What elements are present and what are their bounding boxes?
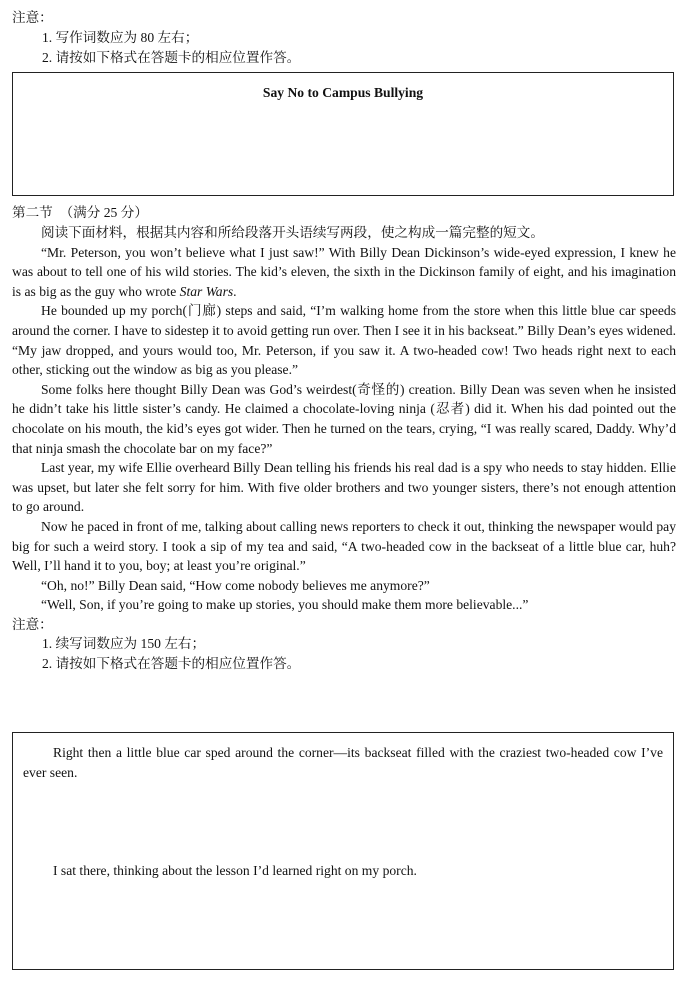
instruction: 阅读下面材料，根据其内容和所给段落开头语续写两段，使之构成一篇完整的短文。	[41, 225, 544, 240]
passage-paragraph-3: Some folks here thought Billy Dean was God’s weirdest(奇怪的) creation. Billy Dean was seven when he insisted he didn’t take his little sister’s candy. He claimed a chocolate-loving ninja (忍者) did it. When his dad pointed out the chocolate on his mouth, the kid’s eyes got wider. Then he turned on the tears, crying, “I was really scared, Daddy. Why’d that ninja smash the chocolate bar on my face?”	[12, 381, 676, 456]
passage-paragraph-6: “Oh, no!” Billy Dean said, “How come nobody believes me anymore?”	[41, 577, 430, 593]
box-paragraph-1: Right then a little blue car sped around the corner—its backseat filled with the craziest two-headed cow I’ve ever seen.	[23, 745, 663, 780]
passage-paragraph-7: “Well, Son, if you’re going to make up stories, you should make them more believable...”	[41, 597, 529, 613]
star-wars-title: Star Wars	[179, 283, 234, 299]
note-label-1: 注意：	[12, 10, 53, 25]
note-item-2: 2. 请按如下格式在答题卡的相应位置作答。	[42, 50, 301, 65]
note-item-3: 1. 续写词数应为 150 左右；	[42, 636, 206, 652]
answer-box-writing[interactable]	[12, 72, 674, 196]
note-item-4: 2. 请按如下格式在答题卡的相应位置作答。	[42, 656, 301, 672]
note-item-1: 1. 写作词数应为 80 左右；	[42, 30, 199, 45]
note-label-2: 注意：	[12, 616, 53, 632]
passage-paragraph-2: He bounded up my porch(门廊) steps and said, “I’m walking home from the store when this little blue car speeds around the corner. I have to sidestep it to avoid getting run over. Then I see it in his backseat.” Billy Dean’s eyes widened. “My jaw dropped, and yours would too, Mr. Peterson, if you saw it. A two-headed cow! Two heads right next to each other, sticking out the window as big as you please.”	[12, 303, 676, 378]
passage-paragraph-1: “Mr. Peterson, you won’t believe what I just saw!” With Billy Dean Dickinson’s wide-eyed expression, I knew he was about to tell one of his wild stories. The kid’s eleven, the sixth in the Dickinson family of eight, and his imagination is as big as the guy who wrote Star Wars.	[12, 244, 676, 299]
passage-paragraph-4: Last year, my wife Ellie overheard Billy Dean telling his friends his real dad is a spy who needs to stay hidden. Ellie was upset, but later she felt sorry for him. With five older brothers and two younger sisters, there’s not enough attention to go around.	[12, 460, 676, 515]
box-title: Say No to Campus Bullying	[262, 85, 424, 100]
section-heading: 第二节 （满分 25 分）	[12, 205, 148, 220]
answer-box-continuation[interactable]	[12, 732, 674, 970]
passage-paragraph-5: Now he paced in front of me, talking about calling news reporters to check it out, thinking the newspaper would pay big for such a weird story. I took a sip of my tea and said, “A two-headed cow in the backseat of a little blue car, huh? Well, I’ll hand it to you, boy; at least you’re original.”	[12, 518, 676, 574]
reading-passage	[12, 223, 676, 674]
box-paragraph-2: I sat there, thinking about the lesson I’d learned right on my porch.	[53, 863, 417, 878]
